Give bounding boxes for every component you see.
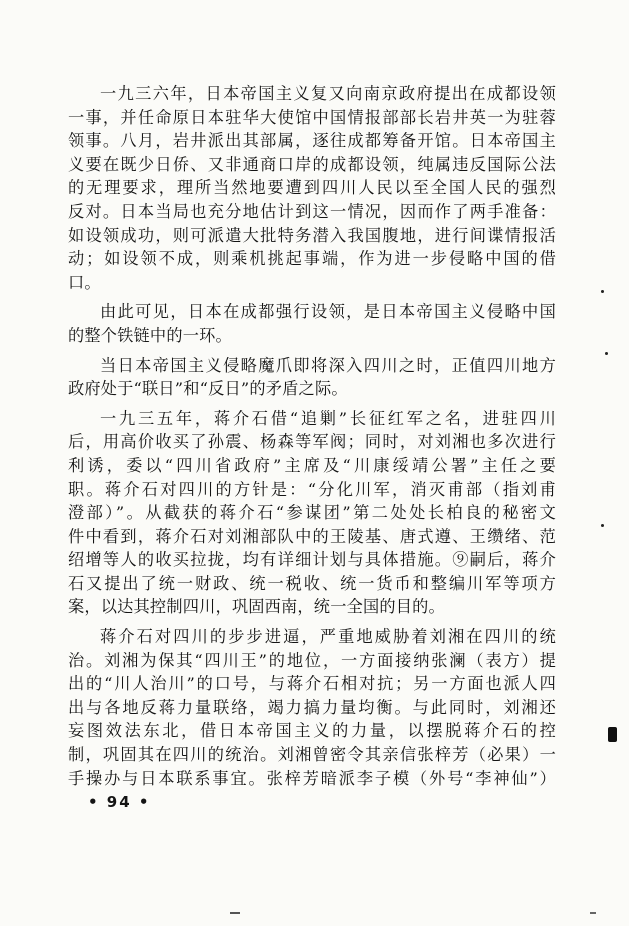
text-line: 蒋介石对四川的步步进逼，严重地威胁着刘湘在四川的统 bbox=[100, 627, 556, 647]
text-line: 妄图效法东北，借日本帝国主义的力量，以摆脱蒋介石的控 bbox=[68, 721, 556, 741]
scan-speck bbox=[590, 912, 596, 914]
text-line: 一九三六年，日本帝国主义复又向南京政府提出在成都设领 bbox=[100, 84, 556, 103]
text-line: 反对。日本当局也充分地估计到这一情况，因而作了两手准备： bbox=[68, 201, 556, 221]
text-line: 由此可见，日本在成都强行设领，是日本帝国主义侵略中国 bbox=[100, 302, 556, 322]
text-line: 的无理要求，理所当然地要遭到四川人民以至全国人民的强烈 bbox=[68, 178, 556, 198]
text-line: 当日本帝国主义侵略魔爪即将深入四川之时，正值四川地方 bbox=[100, 355, 556, 375]
text-line: 治。刘湘为保其“四川王”的地位，一方面接纳张澜（表方）提 bbox=[68, 650, 556, 670]
text-line: 义要在既少日侨、又非通商口岸的成都设领，纯属违反国际公法 bbox=[68, 154, 556, 174]
scan-speck bbox=[601, 524, 604, 527]
page-number: • 94 • bbox=[88, 793, 151, 811]
text-line: 如设领成功，则可派遣大批特务潜入我国腹地，进行间谍情报活 bbox=[68, 225, 556, 245]
text-line: 职。蒋介石对四川的方针是：“分化川军，消灭甫部（指刘甫 bbox=[68, 479, 556, 499]
body-text bbox=[68, 82, 556, 790]
scan-ink-blot bbox=[608, 727, 617, 742]
text-line: 政府处于“联日”和“反日”的矛盾之际。 bbox=[68, 379, 348, 399]
text-line: 一事，并任命原日本驻华大使馆中国情报部部长岩井英一为驻蓉 bbox=[68, 107, 556, 127]
scan-speck bbox=[230, 912, 240, 914]
scan-speck bbox=[601, 290, 604, 293]
text-line: 一九三五年，蒋介石借“追剿”长征红军之名，进驻四川 bbox=[100, 408, 556, 428]
text-line: 绍增等人的收买拉拢，均有详细计划与具体措施。⑨嗣后，蒋介 bbox=[68, 550, 556, 570]
text-line: 口。 bbox=[68, 272, 101, 292]
text-line: 领事。八月，岩井派出其部属，逐往成都筹备开馆。日本帝国主 bbox=[68, 131, 556, 151]
text-line: 利诱，委以“四川省政府”主席及“川康绥靖公署”主任之要 bbox=[68, 455, 556, 475]
text-line: 制，巩固其在四川的统治。刘湘曾密令其亲信张梓芳（必果）一 bbox=[68, 745, 556, 765]
text-line: 件中看到，蒋介石对刘湘部队中的王陵基、唐式遵、王缵绪、范 bbox=[68, 526, 556, 546]
text-line: 石又提出了统一财政、统一税收、统一货币和整编川军等项方 bbox=[68, 573, 556, 593]
text-line: 案，以达其控制四川，巩固西南，统一全国的目的。 bbox=[68, 597, 445, 617]
text-line: 的整个铁链中的一环。 bbox=[68, 325, 232, 345]
text-line: 手操办与日本联系事宜。张梓芳暗派李子模（外号“李神仙”） bbox=[68, 768, 556, 788]
text-line: 澄部）”。从截获的蒋介石“参谋团”第二处处长柏良的秘密文 bbox=[68, 503, 556, 523]
text-line: 出的“川人治川”的口号，与蒋介石相对抗；另一方面也派人四 bbox=[68, 674, 556, 694]
text-line: 出与各地反蒋力量联络，竭力搞力量均衡。与此同时，刘湘还 bbox=[68, 697, 556, 717]
scan-speck bbox=[605, 352, 608, 355]
text-line: 动；如设领不成，则乘机挑起事端，作为进一步侵略中国的借 bbox=[68, 249, 556, 269]
text-line: 后，用高价收买了孙震、杨森等军阀；同时，对刘湘也多次进行 bbox=[68, 432, 556, 452]
